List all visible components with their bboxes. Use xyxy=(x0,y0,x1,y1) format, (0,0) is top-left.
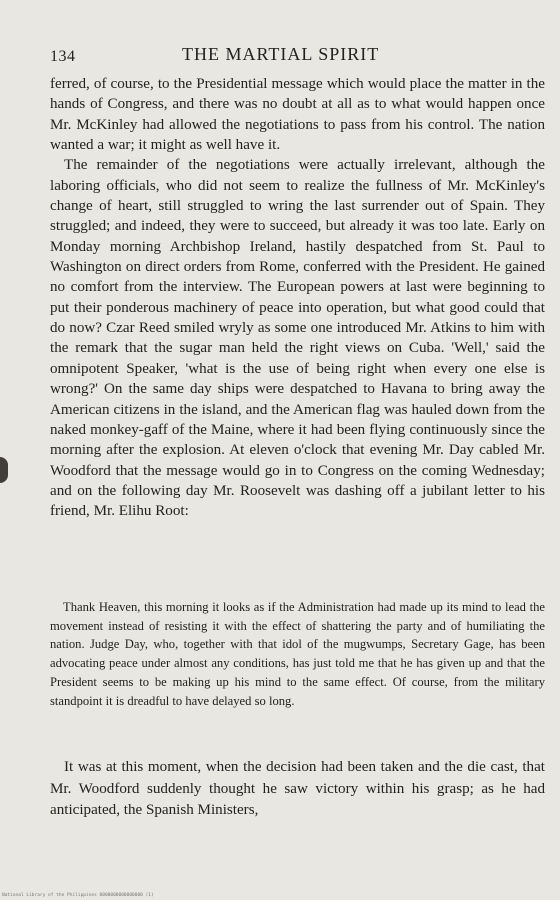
roosevelt-letter-quote: Thank Heaven, this morning it looks as if the Administration had made up its mind to lead the movement instead of resisting it with the effect of shattering the party and of humiliating the nation. Judge Day, who, together with that idol of the mugwumps, Secretary Gage, has been advocating peace under almost any conditions, has just told me that he has given up and that the President seems to be making up his mind to the same effect. Of course, from the military standpoint it is dreadful to have delayed so long. xyxy=(50,600,545,708)
paragraph-negotiations: The remainder of the negotiations were actually irrelevant, although the laboring officials, who did not seem to realize the fullness of Mr. McKinley's change of heart, still struggled to wring the last surrender out of Spain. They struggled; and indeed, they were to succeed, but already it was too late. Early on Monday morning Archbishop Ireland, hastily despatched from St. Paul to Washington on direct orders from Rome, conferred with the President. He gained no comfort from the interview. The European powers at last were beginning to put their ponderous machinery of peace into operation, but what good could that do now? Czar Reed smiled wryly as some one introduced Mr. Atkins to him with the remark that the sugar man held the right views on Cuba. 'Well,' said the omnipotent Speaker, 'what is the use of being right when every one else is wrong?' On the same day ships were despatched to Havana to bring away the American citizens in the island, and the American flag was hauled down from the naked monkey-gaff of the Maine, where it had been flying continuously since the morning after the explosion. At eleven o'clock that evening Mr. Day cabled Mr. Woodford that the message would go in to Congress on the coming Wednesday; and on the following day Mr. Roosevelt was dashing off a jubilant letter to his friend, Mr. Elihu Root: xyxy=(50,157,545,520)
page-number: 134 xyxy=(50,48,76,65)
block-quotation xyxy=(50,598,545,710)
scan-footer: National Library of the Philippines 0000000000000000 (1) xyxy=(2,893,154,898)
main-text xyxy=(50,74,545,522)
paragraph-woodford: It was at this moment, when the decision had been taken and the die cast, that Mr. Woodford suddenly thought he saw victory within his grasp; as he had anticipated, the Spanish Ministers, xyxy=(50,759,545,818)
binding-mark xyxy=(0,457,8,483)
paragraph-continuation: ferred, of course, to the Presidential message which would place the matter in the hands of Congress, and there was no doubt at all as to what would happen once Mr. McKinley had allowed the negotiations to pass from his control. The nation wanted a war; it might as well have it. xyxy=(50,76,545,154)
page-header xyxy=(45,44,545,66)
closing-text xyxy=(50,757,545,822)
running-head: THE MARTIAL SPIRIT xyxy=(182,44,380,64)
